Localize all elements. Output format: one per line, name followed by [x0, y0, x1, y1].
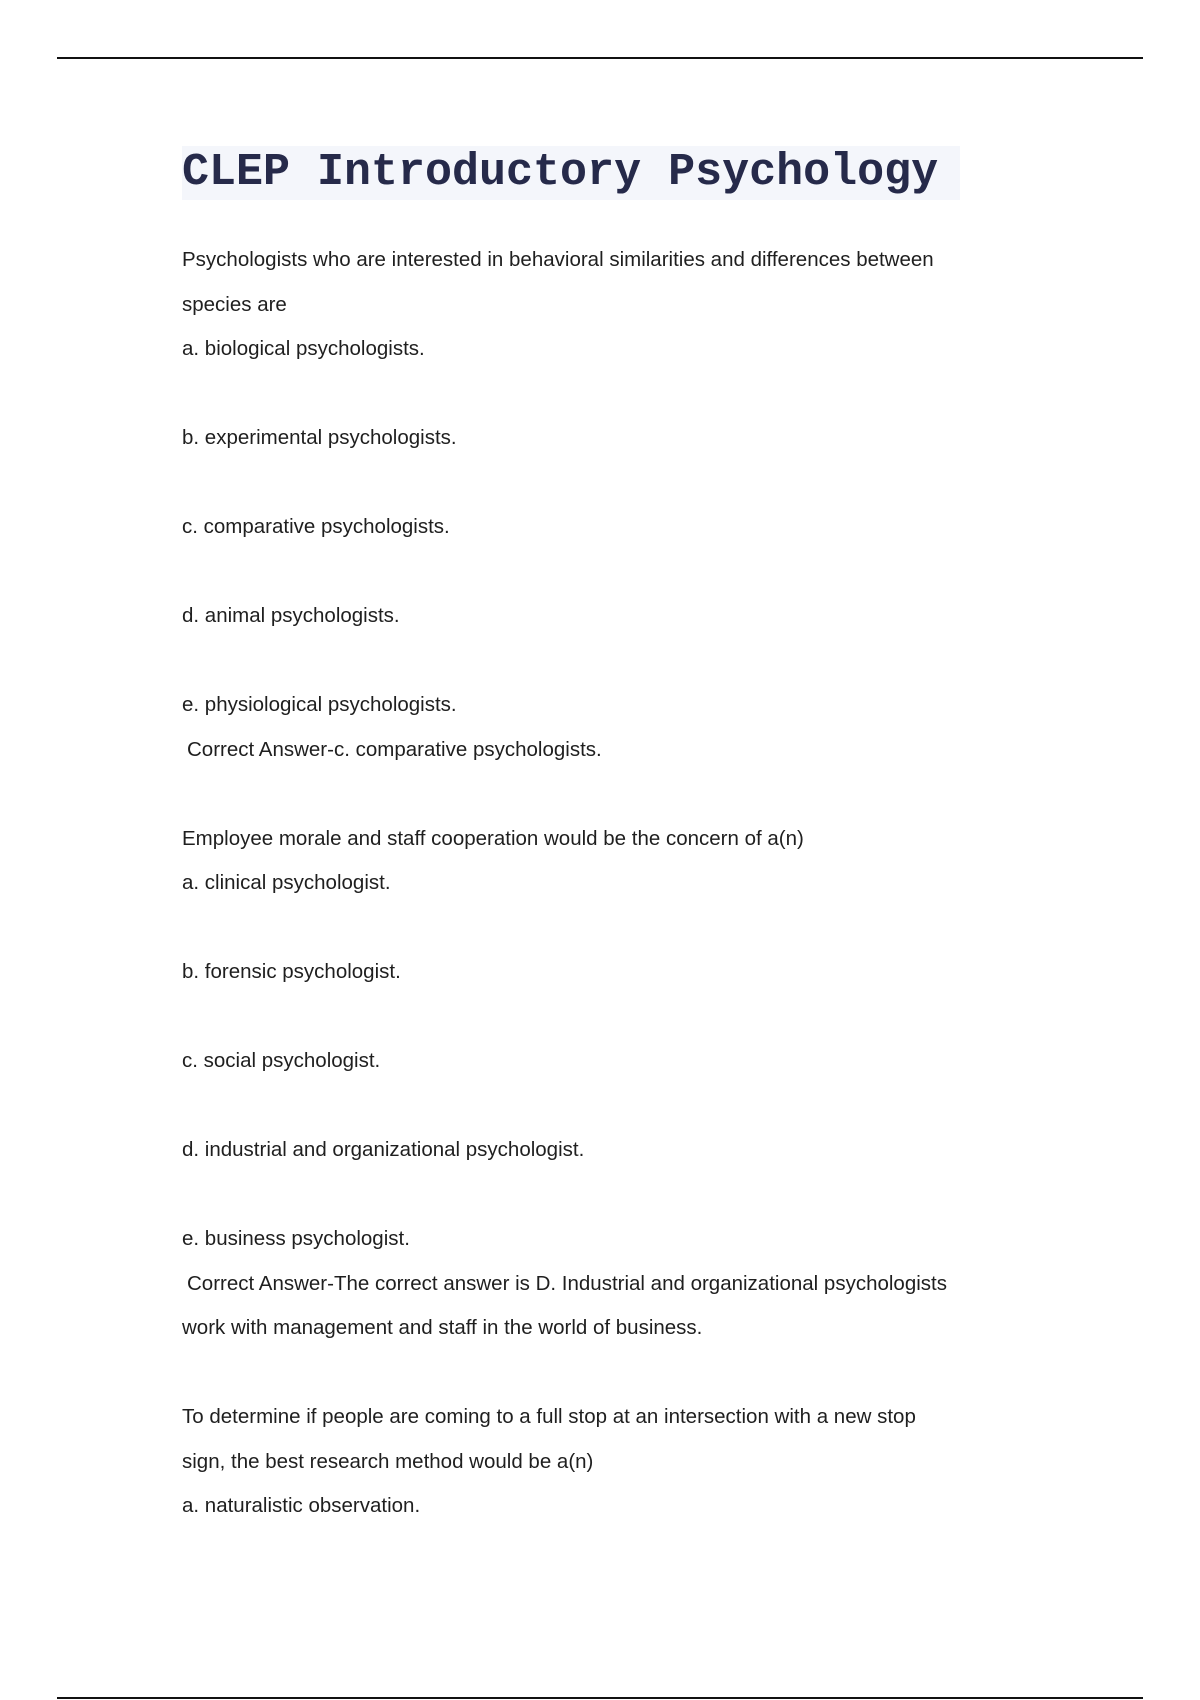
answer-option: a. clinical psychologist. [182, 871, 391, 894]
question-stem-line: Employee morale and staff cooperation would be the concern of a(n) [182, 826, 804, 850]
question-1 [182, 238, 1022, 772]
correct-answer-continued: work with management and staff in the world of business. [182, 1316, 703, 1339]
question-stem-line: sign, the best research method would be a(n) [182, 1449, 594, 1473]
answer-option: b. forensic psychologist. [182, 960, 401, 983]
question-stem-line: To determine if people are coming to a full stop at an intersection with a new stop [182, 1405, 916, 1428]
answer-option: e. physiological psychologists. [182, 693, 457, 716]
answer-option: a. naturalistic observation. [182, 1494, 421, 1517]
answer-option: c. comparative psychologists. [182, 515, 450, 538]
answer-option: c. social psychologist. [182, 1049, 381, 1072]
page-top-rule [57, 57, 1143, 59]
question-stem-line: Psychologists who are interested in behavioral similarities and differences between [182, 248, 934, 271]
answer-option: a. biological psychologists. [182, 337, 425, 360]
question-stem-line: species are [182, 292, 287, 316]
answer-option: b. experimental psychologists. [182, 426, 457, 449]
correct-answer: Correct Answer-c. comparative psychologists. [187, 737, 602, 761]
correct-answer: Correct Answer-The correct answer is D. Industrial and organizational psychologists [187, 1271, 947, 1295]
page-title: CLEP Introductory Psychology [182, 146, 960, 200]
page-bottom-rule [57, 1697, 1143, 1699]
answer-option: e. business psychologist. [182, 1227, 410, 1250]
answer-option: d. animal psychologists. [182, 604, 400, 627]
question-list [182, 238, 1022, 1529]
answer-option: d. industrial and organizational psychologist. [182, 1138, 585, 1161]
page-content [182, 146, 1022, 1529]
question-2 [182, 817, 1022, 1351]
question-3 [182, 1395, 1022, 1529]
